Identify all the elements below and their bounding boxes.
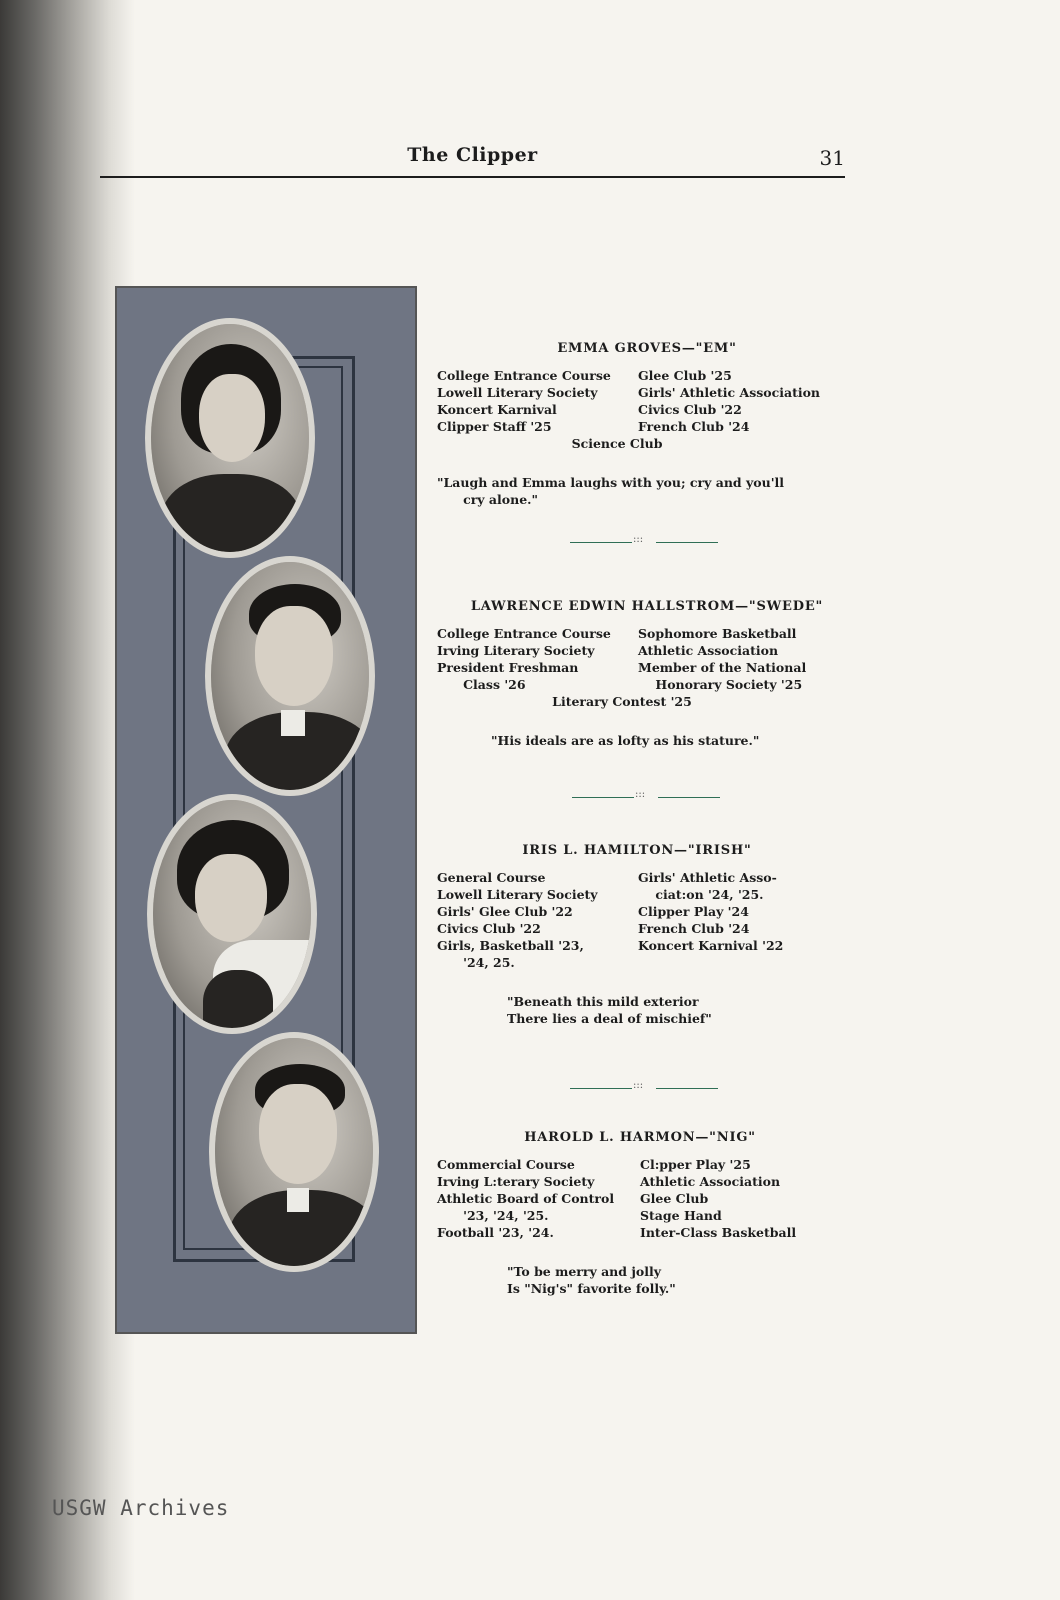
activity: Civics Club '22: [437, 921, 541, 936]
activity: General Course: [437, 870, 546, 885]
activities-right: [640, 1156, 796, 1241]
student-name: EMMA GROVES—"EM": [557, 341, 737, 356]
portrait-harold-harmon: [209, 1032, 379, 1272]
activity: Athletic Board of Control: [437, 1191, 615, 1206]
activities-left: [437, 367, 638, 435]
activity: French Club '24: [638, 419, 750, 434]
senior-quote: There lies a deal of mischief": [507, 1011, 712, 1026]
section-divider: :::: [572, 793, 722, 803]
portrait-lawrence-hallstrom: [205, 556, 375, 796]
activity: Girls, Basketball '23,: [437, 938, 584, 953]
activities-right: [638, 367, 820, 435]
activity: Class '26: [437, 677, 526, 692]
activity: Girls' Athletic Asso-: [638, 870, 777, 885]
portrait-emma-groves: [145, 318, 315, 558]
senior-quote: cry alone.": [437, 492, 539, 507]
activity: Lowell Literary Society: [437, 385, 598, 400]
activity: Lowell Literary Society: [437, 887, 598, 902]
activity: Sophomore Basketball: [638, 626, 797, 641]
student-name: IRIS L. HAMILTON—"IRISH": [522, 843, 752, 858]
activities-left: [437, 1156, 640, 1241]
activities-left: [437, 625, 638, 693]
activity: Science Club: [571, 436, 663, 451]
activities-left: [437, 869, 638, 971]
activity: Irving Literary Society: [437, 643, 595, 658]
senior-quote: "His ideals are as lofty as his stature.": [491, 733, 760, 748]
activity: '24, 25.: [437, 955, 515, 970]
running-title: The Clipper: [407, 144, 538, 166]
portrait-iris-hamilton: [147, 794, 317, 1034]
page-number: 31: [819, 146, 845, 170]
student-name: LAWRENCE EDWIN HALLSTROM—"SWEDE": [470, 599, 824, 614]
entry-emma-groves: [437, 340, 857, 508]
activity: French Club '24: [638, 921, 750, 936]
section-divider: :::: [570, 538, 720, 548]
activity: Commercial Course: [437, 1157, 575, 1172]
activity: Glee Club: [640, 1191, 709, 1206]
activity: Irving L:terary Society: [437, 1174, 595, 1189]
activity: Koncert Karnival: [437, 402, 557, 417]
activity: College Entrance Course: [437, 368, 611, 383]
activity: Girls' Glee Club '22: [437, 904, 573, 919]
activity: Athletic Association: [638, 643, 779, 658]
activity: Stage Hand: [640, 1208, 722, 1223]
archive-watermark: USGW Archives: [52, 1496, 230, 1520]
activity: Koncert Karnival '22: [638, 938, 784, 953]
activity: President Freshman: [437, 660, 579, 675]
entry-lawrence-hallstrom: [437, 598, 857, 749]
entry-iris-hamilton: [437, 842, 857, 1027]
activity: Athletic Association: [640, 1174, 781, 1189]
activity: Literary Contest '25: [552, 694, 692, 709]
activity: '23, '24, '25.: [437, 1208, 549, 1223]
activity: Football '23, '24.: [437, 1225, 554, 1240]
student-name: HAROLD L. HARMON—"NIG": [524, 1130, 756, 1145]
activity: Honorary Society '25: [638, 677, 803, 692]
senior-quote: "To be merry and jolly: [507, 1264, 661, 1279]
activity: Member of the National: [638, 660, 807, 675]
activity: Inter-Class Basketball: [640, 1225, 797, 1240]
section-divider: :::: [570, 1084, 720, 1094]
activity: Civics Club '22: [638, 402, 742, 417]
entry-harold-harmon: [437, 1129, 857, 1297]
activity: Clipper Staff '25: [437, 419, 552, 434]
activities-right: [638, 625, 806, 693]
senior-quote: "Beneath this mild exterior: [507, 994, 699, 1009]
activity: ciat:on '24, '25.: [638, 887, 764, 902]
senior-quote: "Laugh and Emma laughs with you; cry and you'll: [437, 475, 785, 490]
activities-right: [638, 869, 783, 971]
activity: Girls' Athletic Association: [638, 385, 821, 400]
activity: Cl:pper Play '25: [640, 1157, 751, 1172]
activity: Glee Club '25: [638, 368, 732, 383]
page-header: [100, 140, 845, 178]
activity: College Entrance Course: [437, 626, 611, 641]
senior-quote: Is "Nig's" favorite folly.": [507, 1281, 676, 1296]
portrait-panel: [115, 286, 417, 1334]
activity: Clipper Play '24: [638, 904, 749, 919]
